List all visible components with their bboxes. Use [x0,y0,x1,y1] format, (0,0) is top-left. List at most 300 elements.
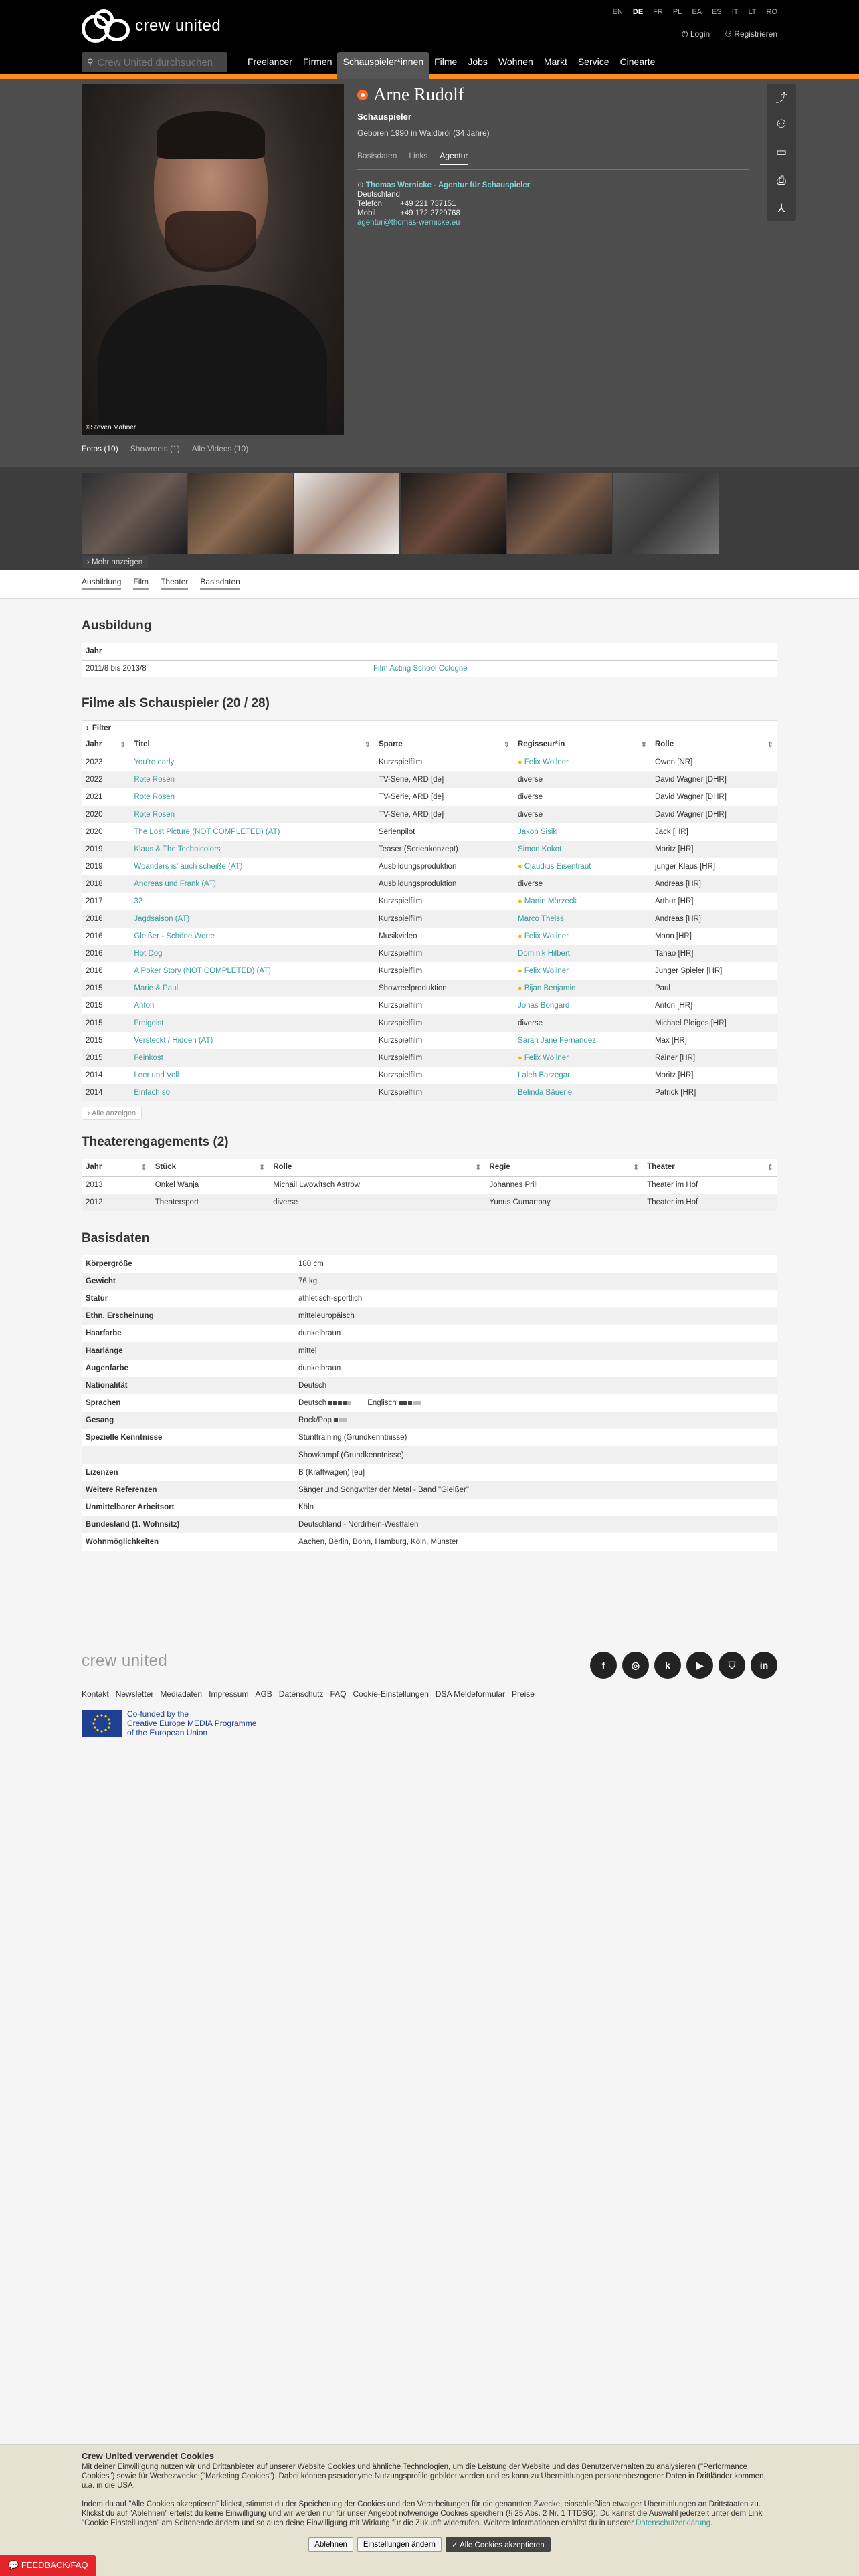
main-content [82,599,777,1551]
film-title-link[interactable]: The Lost Picture (NOT COMPLETED) (AT) [134,828,280,836]
theater-title: Theaterengagements (2) [82,1135,229,1149]
theater-table [82,1159,777,1211]
filme-cell [375,980,514,997]
film-title-link[interactable]: 32 [134,897,143,905]
filme-cell [130,858,375,875]
nav-item-8[interactable]: Cinearte [619,56,656,67]
filme-col-4[interactable]: Rolle ⇕ [651,736,777,754]
theater-cell [269,1176,485,1194]
basis-value-cell [294,1360,777,1377]
theater-cell [643,1194,777,1211]
film-title-link[interactable]: Jagdsaison (AT) [134,915,190,923]
gallery-thumb[interactable] [188,473,293,554]
filme-cell [375,754,514,771]
director-link[interactable]: Felix Wollner [524,758,569,767]
nav-item-1[interactable]: Firmen [302,56,332,67]
basis-label-cell [82,1446,294,1464]
nav-item-4[interactable]: Jobs [468,56,488,67]
filme-value: Musikvideo [378,932,417,940]
basis-label: Unmittelbarer Arbeitsort [86,1503,175,1511]
language-pl[interactable]: PL [672,8,682,16]
theater-value: diverse [273,1198,298,1206]
basis-value: 180 cm [298,1260,324,1268]
filme-value: Kurzspielfilm [378,1054,423,1062]
nav-item-7[interactable]: Service [577,56,609,67]
login-link[interactable] [682,29,710,39]
filme-cell [514,771,651,788]
nav-item-5[interactable]: Wohnen [498,56,533,67]
table-row [82,754,777,771]
media-tab-1[interactable]: Showreels (1) [130,444,180,453]
basis-value: Deutsch [298,1382,327,1390]
basis-value-cell [294,1394,777,1412]
main-nav [242,52,660,79]
filme-cell [375,1014,514,1032]
filme-cell [375,1084,514,1101]
filme-cell [130,928,375,945]
gesang-value [298,1416,347,1424]
filme-value: 2022 [86,776,103,784]
subnav-theater[interactable]: Theater [161,577,188,590]
skill-level-dots [328,1401,351,1405]
table-row [82,788,777,806]
filme-cell [130,893,375,910]
agency-country: Deutschland [357,191,400,199]
filme-value: Kurzspielfilm [378,1089,423,1097]
language-es[interactable]: ES [712,8,722,16]
filme-value: 2015 [86,1037,103,1045]
filme-value: Moritz [HR] [654,845,694,853]
filme-cell [82,1049,130,1067]
filme-value: David Wagner [DHR] [654,776,727,784]
basis-value-cell [294,1429,777,1446]
film-title-link[interactable]: Hot Dog [134,950,163,958]
accept-cookies-button[interactable]: ✓ Alle Cookies akzeptieren [446,2537,551,2552]
language-name: Englisch [367,1399,397,1407]
film-title-link[interactable]: Leer und Voll [134,1071,179,1079]
filme-cell [514,910,651,928]
table-row [82,1377,777,1394]
director-link[interactable]: Laleh Barzegar [517,1071,570,1079]
director-text: diverse [517,793,543,801]
theater-cell [643,1176,777,1194]
table-row [82,1342,777,1360]
filme-cell [651,806,777,823]
footer-link-2[interactable]: Mediadaten [160,1689,203,1699]
filme-cell [82,806,130,823]
table-row [82,997,777,1014]
director-link[interactable]: Martin Mörzeck [524,897,577,905]
director-link[interactable]: Felix Wollner [524,1054,569,1062]
skill-level-dots [399,1401,421,1405]
filme-value: 2020 [86,828,103,836]
language-lt[interactable]: LT [748,8,757,16]
filme-value: 2020 [86,811,103,819]
table-row [82,1481,777,1499]
footer-link-7[interactable]: Cookie-Einstellungen [353,1689,429,1699]
cookie-text-2-body: Indem du auf "Alle Cookies akzeptieren" klickst, stimmst du der Speicherung der Cookies und den Verarbeitungen für die genannten Zwecke, einschließlich etwaiger Übermittlungen an Drittstaaten zu. Klickst du auf "Ablehnen" erteilst du keine Einwilligung und wir werden nur für unser Angebot notwendige Cookies speichern (§ 25 Abs. 2 Nr. 1 TTDSG). Du kannst die Auswahl jederzeit unter dem Link "Cookie Einstellungen" am Seitenende ändern und so auch deine Einwilligung mit Wirkung für die Zukunft widerrufen. Weitere Informationen erhältst du in unserer [82,2500,763,2527]
director-link[interactable]: Jakob Sisik [517,828,557,836]
footer-link-5[interactable]: Datenschutz [278,1689,324,1699]
nav-item-0[interactable]: Freelancer [248,56,292,67]
filme-cell [375,928,514,945]
basis-label-cell [82,1290,294,1307]
school-link[interactable]: Film Acting School Cologne [373,665,468,673]
linkedin-icon[interactable]: in [751,1652,777,1679]
table-row [82,1273,777,1290]
filme-cell [82,945,130,962]
filme-cell [651,928,777,945]
basis-value: athletisch-sportlich [298,1295,363,1303]
star-icon: ● [517,897,524,905]
nav-item-6[interactable]: Markt [543,56,567,67]
show-more-button[interactable] [82,556,148,568]
footer-link-1[interactable]: Newsletter [115,1689,154,1699]
basis-value-cell [294,1412,777,1429]
director-link[interactable]: Simon Kokot [517,845,562,853]
table-row [82,1446,777,1464]
instagram-icon[interactable]: ◎ [622,1652,649,1679]
filme-col-3[interactable]: Regisseur*in ⇕ [514,736,651,754]
register-label: Registrieren [734,29,777,39]
filme-cell [375,1032,514,1049]
theater-value: 2012 [86,1198,103,1206]
filme-cell [375,945,514,962]
user-icon: ⚇ [725,29,732,39]
agency-link[interactable]: Thomas Wernicke - Agentur für Schauspieler [365,181,531,189]
k-icon[interactable]: k [654,1652,681,1679]
photo-credit: ©Steven Mahner [86,424,136,431]
filme-value: Anton [HR] [654,1002,693,1010]
filme-value: Paul [654,984,670,992]
filter-toggle[interactable] [82,720,777,736]
tab-basisdaten[interactable]: Basisdaten [357,151,397,160]
filme-cell [82,997,130,1014]
theater-col-4[interactable]: Theater ⇕ [643,1159,777,1176]
subnav-ausbildung[interactable]: Ausbildung [82,577,121,590]
film-title-link[interactable]: Andreas und Frank (AT) [134,880,216,888]
media-tab-0[interactable]: Fotos (10) [82,444,118,453]
film-title-link[interactable]: You're early [134,758,175,767]
filme-cell [514,928,651,945]
facebook-icon[interactable]: f [590,1652,617,1679]
filme-value: Kurzspielfilm [378,897,423,905]
agency-email[interactable]: agentur@thomas-wernicke.eu [357,219,460,227]
show-all-label: Alle anzeigen [92,1109,136,1117]
theater-col-3[interactable]: Regie ⇕ [485,1159,643,1176]
privacy-link[interactable]: Datenschutzerklärung [636,2519,710,2527]
star-icon: ● [517,932,524,940]
gallery-thumb[interactable] [613,473,719,554]
filme-value: Mann [HR] [654,932,692,940]
mobile-label: Mobil [357,209,376,217]
filme-cell [514,997,651,1014]
filme-col-1[interactable]: Titel ⇕ [130,736,375,754]
basis-value-cell [294,1446,777,1464]
table-row [82,1412,777,1429]
film-title-link[interactable]: Anton [134,1002,155,1010]
filme-value: Arthur [HR] [654,897,694,905]
media-tab-2[interactable]: Alle Videos (10) [191,444,249,453]
gallery-thumb[interactable] [401,473,506,554]
basis-label-cell [82,1533,294,1551]
language-de[interactable]: DE [632,8,644,16]
feedback-label: FEEDBACK/FAQ [21,2560,88,2570]
basis-label: Weitere Referenzen [86,1486,157,1494]
film-title-link[interactable]: Klaus & The Technicolors [134,845,221,853]
basis-value-cell [294,1325,777,1342]
filme-value: junger Klaus [HR] [654,863,716,871]
film-title-link[interactable]: Rote Rosen [134,811,175,819]
table-row [82,1014,777,1032]
filme-value: 2016 [86,915,103,923]
youtube-icon[interactable]: ▶ [686,1652,713,1679]
gallery-thumb[interactable] [507,473,612,554]
theater-cell [82,1194,151,1211]
filme-cell [130,1014,375,1032]
director-link[interactable]: Felix Wollner [524,932,569,940]
filme-cell [514,754,651,771]
film-title-link[interactable]: Freigeist [134,1019,164,1027]
basis-label: Spezielle Kenntnisse [86,1434,163,1442]
filme-value: 2015 [86,1054,103,1062]
director-link[interactable]: Felix Wollner [524,967,569,975]
filme-cell [375,997,514,1014]
language-fr[interactable]: FR [653,8,663,16]
filme-value: 2015 [86,984,103,992]
gesang-name: Rock/Pop [298,1416,332,1424]
filme-cell [82,893,130,910]
filme-cell [130,823,375,841]
filme-value: 2023 [86,758,103,767]
basis-label-cell [82,1516,294,1533]
basis-label: Sprachen [86,1399,121,1407]
shop-icon[interactable]: ⛉ [719,1652,745,1679]
filme-value: Andreas [HR] [654,880,701,888]
search-icon[interactable]: ⚲ [87,57,94,67]
subnav-basisdaten[interactable]: Basisdaten [200,577,240,590]
footer-link-0[interactable]: Kontakt [82,1689,109,1699]
agency-mobile: +49 172 2729768 [400,209,460,217]
filme-cell [82,1032,130,1049]
director-link[interactable]: Bijan Benjamin [524,984,576,992]
basis-label: Körpergröße [86,1260,132,1268]
star-icon: ● [517,1054,524,1062]
show-all-button[interactable]: › Alle anzeigen [82,1107,142,1120]
footer-links [82,1689,777,1699]
site-logo[interactable] [82,9,221,43]
filme-value: 2019 [86,863,103,871]
film-title-link[interactable]: Woanders is' auch scheiße (AT) [134,863,243,871]
filme-cell [375,771,514,788]
filme-value: Kurzspielfilm [378,950,423,958]
table-row [82,1032,777,1049]
filme-cell [375,823,514,841]
share-icon[interactable]: ⤴ [775,91,787,104]
tab-links[interactable]: Links [409,151,428,160]
star-icon: ● [517,967,524,975]
print-icon[interactable]: ⎙ [777,174,786,187]
table-row [82,1307,777,1325]
filme-cell [130,806,375,823]
theater-col-2[interactable]: Rolle ⇕ [269,1159,485,1176]
profile-photo[interactable] [82,84,344,435]
filme-value: Max [HR] [654,1037,687,1045]
filme-cell [130,1067,375,1084]
filme-col-2[interactable]: Sparte ⇕ [375,736,514,754]
skill-value: Showkampf (Grundkenntnisse) [298,1451,404,1459]
language-it[interactable]: IT [731,8,739,16]
cookie-settings-button[interactable]: Einstellungen ändern [357,2537,442,2552]
user-add-icon[interactable]: ⚇ [776,118,787,130]
theater-value: 2013 [86,1181,103,1190]
director-link[interactable]: Claudius Eisentraut [524,863,591,871]
basis-label-cell [82,1429,294,1446]
gallery-thumb[interactable] [82,473,187,554]
site-header [0,0,859,79]
filme-table [82,736,777,1101]
register-link[interactable] [725,29,777,39]
filme-cell [82,980,130,997]
filme-cell [651,788,777,806]
pdf-icon[interactable]: ⅄ [777,202,785,215]
theater-value: Yunus Cumartpay [489,1198,551,1206]
basis-value-cell [294,1464,777,1481]
table-row [82,875,777,893]
table-row [82,1194,777,1211]
filme-cell [375,1067,514,1084]
basis-label-cell [82,1255,294,1273]
filme-value: Owen [NR] [654,758,693,767]
basis-value: B (Kraftwagen) [eu] [298,1469,365,1477]
filme-cell [651,893,777,910]
footer-link-8[interactable]: DSA Meldeformular [435,1689,505,1699]
film-title-link[interactable]: Feinkost [134,1054,163,1062]
footer-link-6[interactable]: FAQ [330,1689,347,1699]
filme-value: Jack [HR] [654,828,688,836]
profile-hero [0,79,859,467]
table-row [82,1084,777,1101]
filme-cell [651,1067,777,1084]
reject-cookies-button[interactable]: Ablehnen [308,2537,353,2552]
director-text: diverse [517,1019,543,1027]
subnav-film[interactable]: Film [133,577,149,590]
filme-cell [130,875,375,893]
theater-cell [82,1176,151,1194]
cookie-banner [0,2444,859,2576]
eu-text-3: of the European Union [127,1728,208,1737]
filme-cell [82,910,130,928]
film-title-link[interactable]: Marie & Paul [134,984,179,992]
film-title-link[interactable]: A Poker Story (NOT COMPLETED) (AT) [134,967,271,975]
filme-cell [130,1032,375,1049]
table-row [82,1516,777,1533]
basis-label-cell [82,1481,294,1499]
filme-value: Kurzspielfilm [378,967,423,975]
language-ea[interactable]: EA [692,8,702,16]
basis-value: dunkelbraun [298,1364,341,1372]
film-title-link[interactable]: Einfach so [134,1089,171,1097]
filme-value: TV-Serie, ARD [de] [378,793,444,801]
basis-label: Augenfarbe [86,1364,128,1372]
skill-value: Stunttraining (Grundkenntnisse) [298,1434,407,1442]
director-link[interactable]: Belinda Bäuerle [517,1089,573,1097]
gallery-thumb[interactable] [294,473,399,554]
filter-label: Filter [92,724,111,732]
theater-col-1[interactable]: Stück ⇕ [151,1159,269,1176]
agency-phone: +49 221 737151 [400,200,456,208]
director-link[interactable]: Jonas Bongard [517,1002,570,1010]
theater-col-0[interactable]: Jahr ⇕ [82,1159,151,1176]
filme-cell [375,806,514,823]
filme-value: 2019 [86,845,103,853]
table-row [82,945,777,962]
filme-cell [514,980,651,997]
filme-col-0[interactable]: Jahr ⇕ [82,736,130,754]
filme-value: 2016 [86,932,103,940]
nav-item-2[interactable]: Schauspieler*innen [337,52,429,79]
footer-link-9[interactable]: Preise [511,1689,535,1699]
filme-value: Kurzspielfilm [378,1037,423,1045]
director-link[interactable]: Dominik Hilbert [517,950,570,958]
filme-cell [514,806,651,823]
table-row [82,1325,777,1342]
director-link[interactable]: Sarah Jane Fernandez [517,1037,596,1045]
filme-value: Junger Spieler [HR] [654,967,723,975]
filme-value: 2016 [86,967,103,975]
language-en[interactable]: EN [612,8,623,16]
chevron-right-icon: › [86,724,89,732]
film-title-link[interactable]: Gleißer - Schöne Worte [134,932,215,940]
theater-cell [151,1194,269,1211]
filme-cell [514,788,651,806]
brand-name: crew united [135,17,221,35]
filme-cell [375,893,514,910]
feedback-button[interactable]: 💬 FEEDBACK/FAQ [0,2555,96,2576]
basis-value: Aachen, Berlin, Bonn, Hamburg, Köln, Münster [298,1538,459,1546]
filme-cell [82,771,130,788]
eu-funding [82,1709,777,1737]
table-row [82,771,777,788]
status-dot-icon [357,90,368,100]
basis-value: mittel [298,1347,317,1355]
filme-cell [514,962,651,980]
language-name: Deutsch [298,1399,327,1407]
language-ro[interactable]: RO [766,8,777,16]
director-link[interactable]: Marco Theiss [517,915,564,923]
footer-link-3[interactable]: Impressum [209,1689,249,1699]
profile-name-text: Arne Rudolf [373,84,464,104]
filme-cell [130,962,375,980]
footer-link-4[interactable]: AGB [255,1689,272,1699]
login-icon: ⏻ [681,29,688,39]
search-input[interactable] [98,57,218,68]
table-row [82,1049,777,1067]
vcard-icon[interactable]: ▭ [775,146,787,158]
film-title-link[interactable]: Rote Rosen [134,776,175,784]
nav-item-3[interactable]: Filme [434,56,458,67]
search-box [82,52,227,72]
film-title-link[interactable]: Rote Rosen [134,793,175,801]
tab-agentur[interactable]: Agentur [440,151,468,165]
filme-cell [514,1067,651,1084]
film-title-link[interactable]: Versteckt / Hidden (AT) [134,1037,213,1045]
filme-value: David Wagner [DHR] [654,793,727,801]
filme-cell [82,928,130,945]
filme-value: Patrick [HR] [654,1089,696,1097]
ausbildung-title: Ausbildung [82,619,152,633]
filme-value: 2015 [86,1002,103,1010]
